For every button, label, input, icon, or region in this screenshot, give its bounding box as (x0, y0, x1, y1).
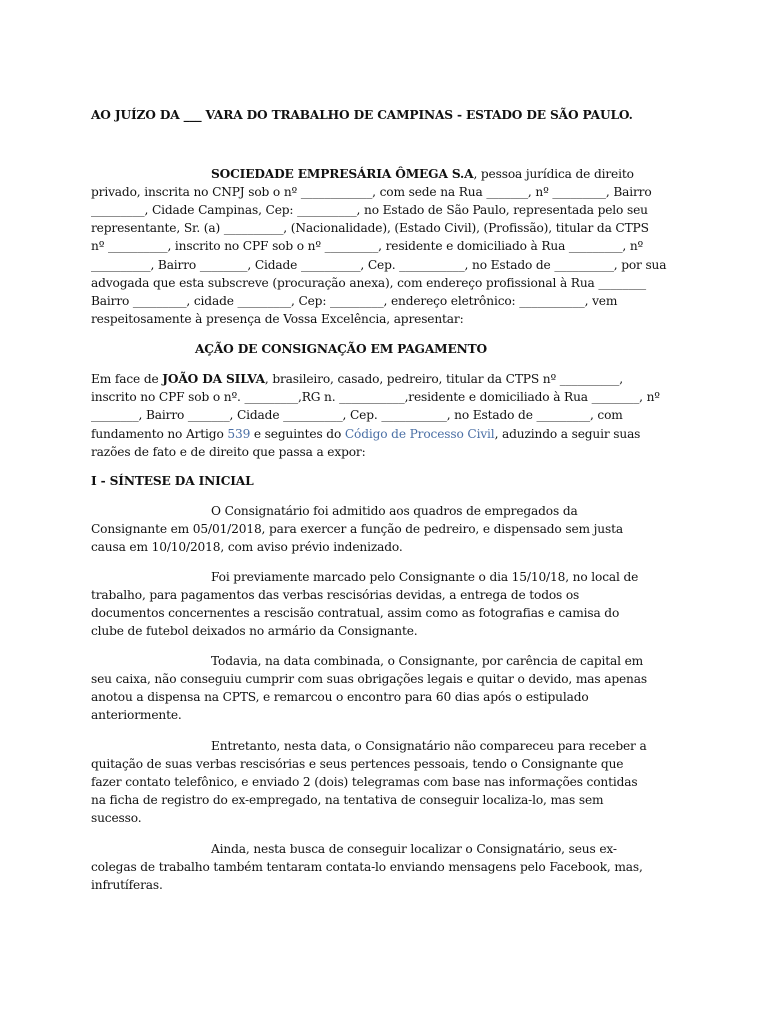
qualification-line-2: privado, inscrita no CNPJ sob o nº ____________, com sede na Rua _______, nº _________, Bairro (91, 185, 652, 199)
qualification-line-7: advogada que esta subscreve (procuração anexa), com endereço profissional à Rua ________ (91, 276, 646, 290)
paragraph-line: trabalho, para pagamentos das verbas rescisórias devidas, a entrega de todos os (91, 588, 580, 602)
paragraph-line: O Consignatário foi admitido aos quadros de empregados da (211, 504, 578, 518)
paragraph-line: anotou a dispensa na CPTS, e remarcou o encontro para 60 dias após o estipulado (91, 690, 589, 704)
paragraph-line: na ficha de registro do ex-empregado, na tentativa de conseguir localiza-lo, mas sem (91, 793, 604, 807)
qualification-text: , pessoa jurídica de direito (473, 167, 634, 181)
defendant-line-1 (91, 370, 623, 388)
qualification-line-3: _________, Cidade Campinas, Cep: __________, no Estado de São Paulo, representada pelo seu (91, 203, 648, 217)
paragraph-line: fazer contato telefônico, e enviado 2 (dois) telegramas com base nas informações contidas (91, 775, 638, 789)
defendant-name: JOÃO DA SILVA (162, 372, 265, 386)
court-heading: AO JUÍZO DA ___ VARA DO TRABALHO DE CAMPINAS - ESTADO DE SÃO PAULO. (91, 108, 633, 122)
defendant-text: Em face de (91, 372, 163, 386)
qualification-line-6: __________, Bairro ________, Cidade __________, Cep. ___________, no Estado de __________, por sua (91, 258, 667, 272)
defendant-text: , brasileiro, casado, pedreiro, titular da CTPS nº __________, (264, 372, 623, 386)
qualification-line-1 (211, 165, 634, 183)
paragraph-line: Entretanto, nesta data, o Consignatário não compareceu para receber a (211, 739, 647, 753)
paragraph-line: seu caixa, não conseguiu cumprir com suas obrigações legais e quitar o devido, mas apenas (91, 672, 647, 686)
paragraph-line: causa em 10/10/2018, com aviso prévio indenizado. (91, 540, 403, 554)
paragraph-line: colegas de trabalho também tentaram contata-lo enviando mensagens pelo Facebook, mas, (91, 860, 643, 874)
paragraph-line: clube de futebol deixados no armário da Consignante. (91, 624, 418, 638)
paragraph-line: anteriormente. (91, 708, 182, 722)
defendant-text: e seguintes do (250, 427, 345, 441)
civil-procedure-code-link[interactable]: Código de Processo Civil (344, 427, 495, 441)
paragraph-line: Foi previamente marcado pelo Consignante o dia 15/10/18, no local de (211, 570, 639, 584)
paragraph-line: quitação de suas verbas rescisórias e seus pertences pessoais, tendo o Consignante que (91, 757, 624, 771)
paragraph-line: sucesso. (91, 811, 142, 825)
defendant-text: , aduzindo a seguir suas (494, 427, 641, 441)
defendant-line-5: razões de fato e de direito que passa a expor: (91, 445, 366, 459)
qualification-line-5: nº __________, inscrito no CPF sob o nº _________, residente e domiciliado à Rua _________, nº (91, 239, 644, 253)
paragraph-line: Todavia, na data combinada, o Consignante, por carência de capital em (211, 654, 644, 668)
company-name: SOCIEDADE EMPRESÁRIA ÔMEGA S.A (211, 167, 474, 181)
paragraph-line: Ainda, nesta busca de conseguir localizar o Consignatário, seus ex- (211, 842, 617, 856)
defendant-text: fundamento no Artigo (91, 427, 228, 441)
defendant-line-3: ________, Bairro _______, Cidade __________, Cep. ___________, no Estado de _________, com (91, 408, 623, 422)
article-539-link[interactable]: 539 (227, 427, 251, 441)
defendant-line-2: inscrito no CPF sob o nº. _________,RG n. ___________,residente e domiciliado à Rua ________, nº (91, 390, 660, 404)
qualification-line-4: representante, Sr. (a) __________, (Nacionalidade), (Estado Civil), (Profissão), titular da CTPS (91, 221, 649, 235)
action-title: AÇÃO DE CONSIGNAÇÃO EM PAGAMENTO (195, 342, 487, 356)
defendant-line-4 (91, 425, 640, 443)
qualification-line-8: Bairro _________, cidade _________, Cep: _________, endereço eletrônico: ___________, vem (91, 294, 618, 308)
paragraph-line: documentos concernentes a rescisão contratual, assim como as fotografias e camisa do (91, 606, 620, 620)
qualification-line-9: respeitosamente à presença de Vossa Excelência, apresentar: (91, 312, 464, 326)
paragraph-line: Consignante em 05/01/2018, para exercer a função de pedreiro, e dispensado sem justa (91, 522, 623, 536)
section-title: I - SÍNTESE DA INICIAL (91, 474, 254, 488)
paragraph-line: infrutíferas. (91, 878, 163, 892)
